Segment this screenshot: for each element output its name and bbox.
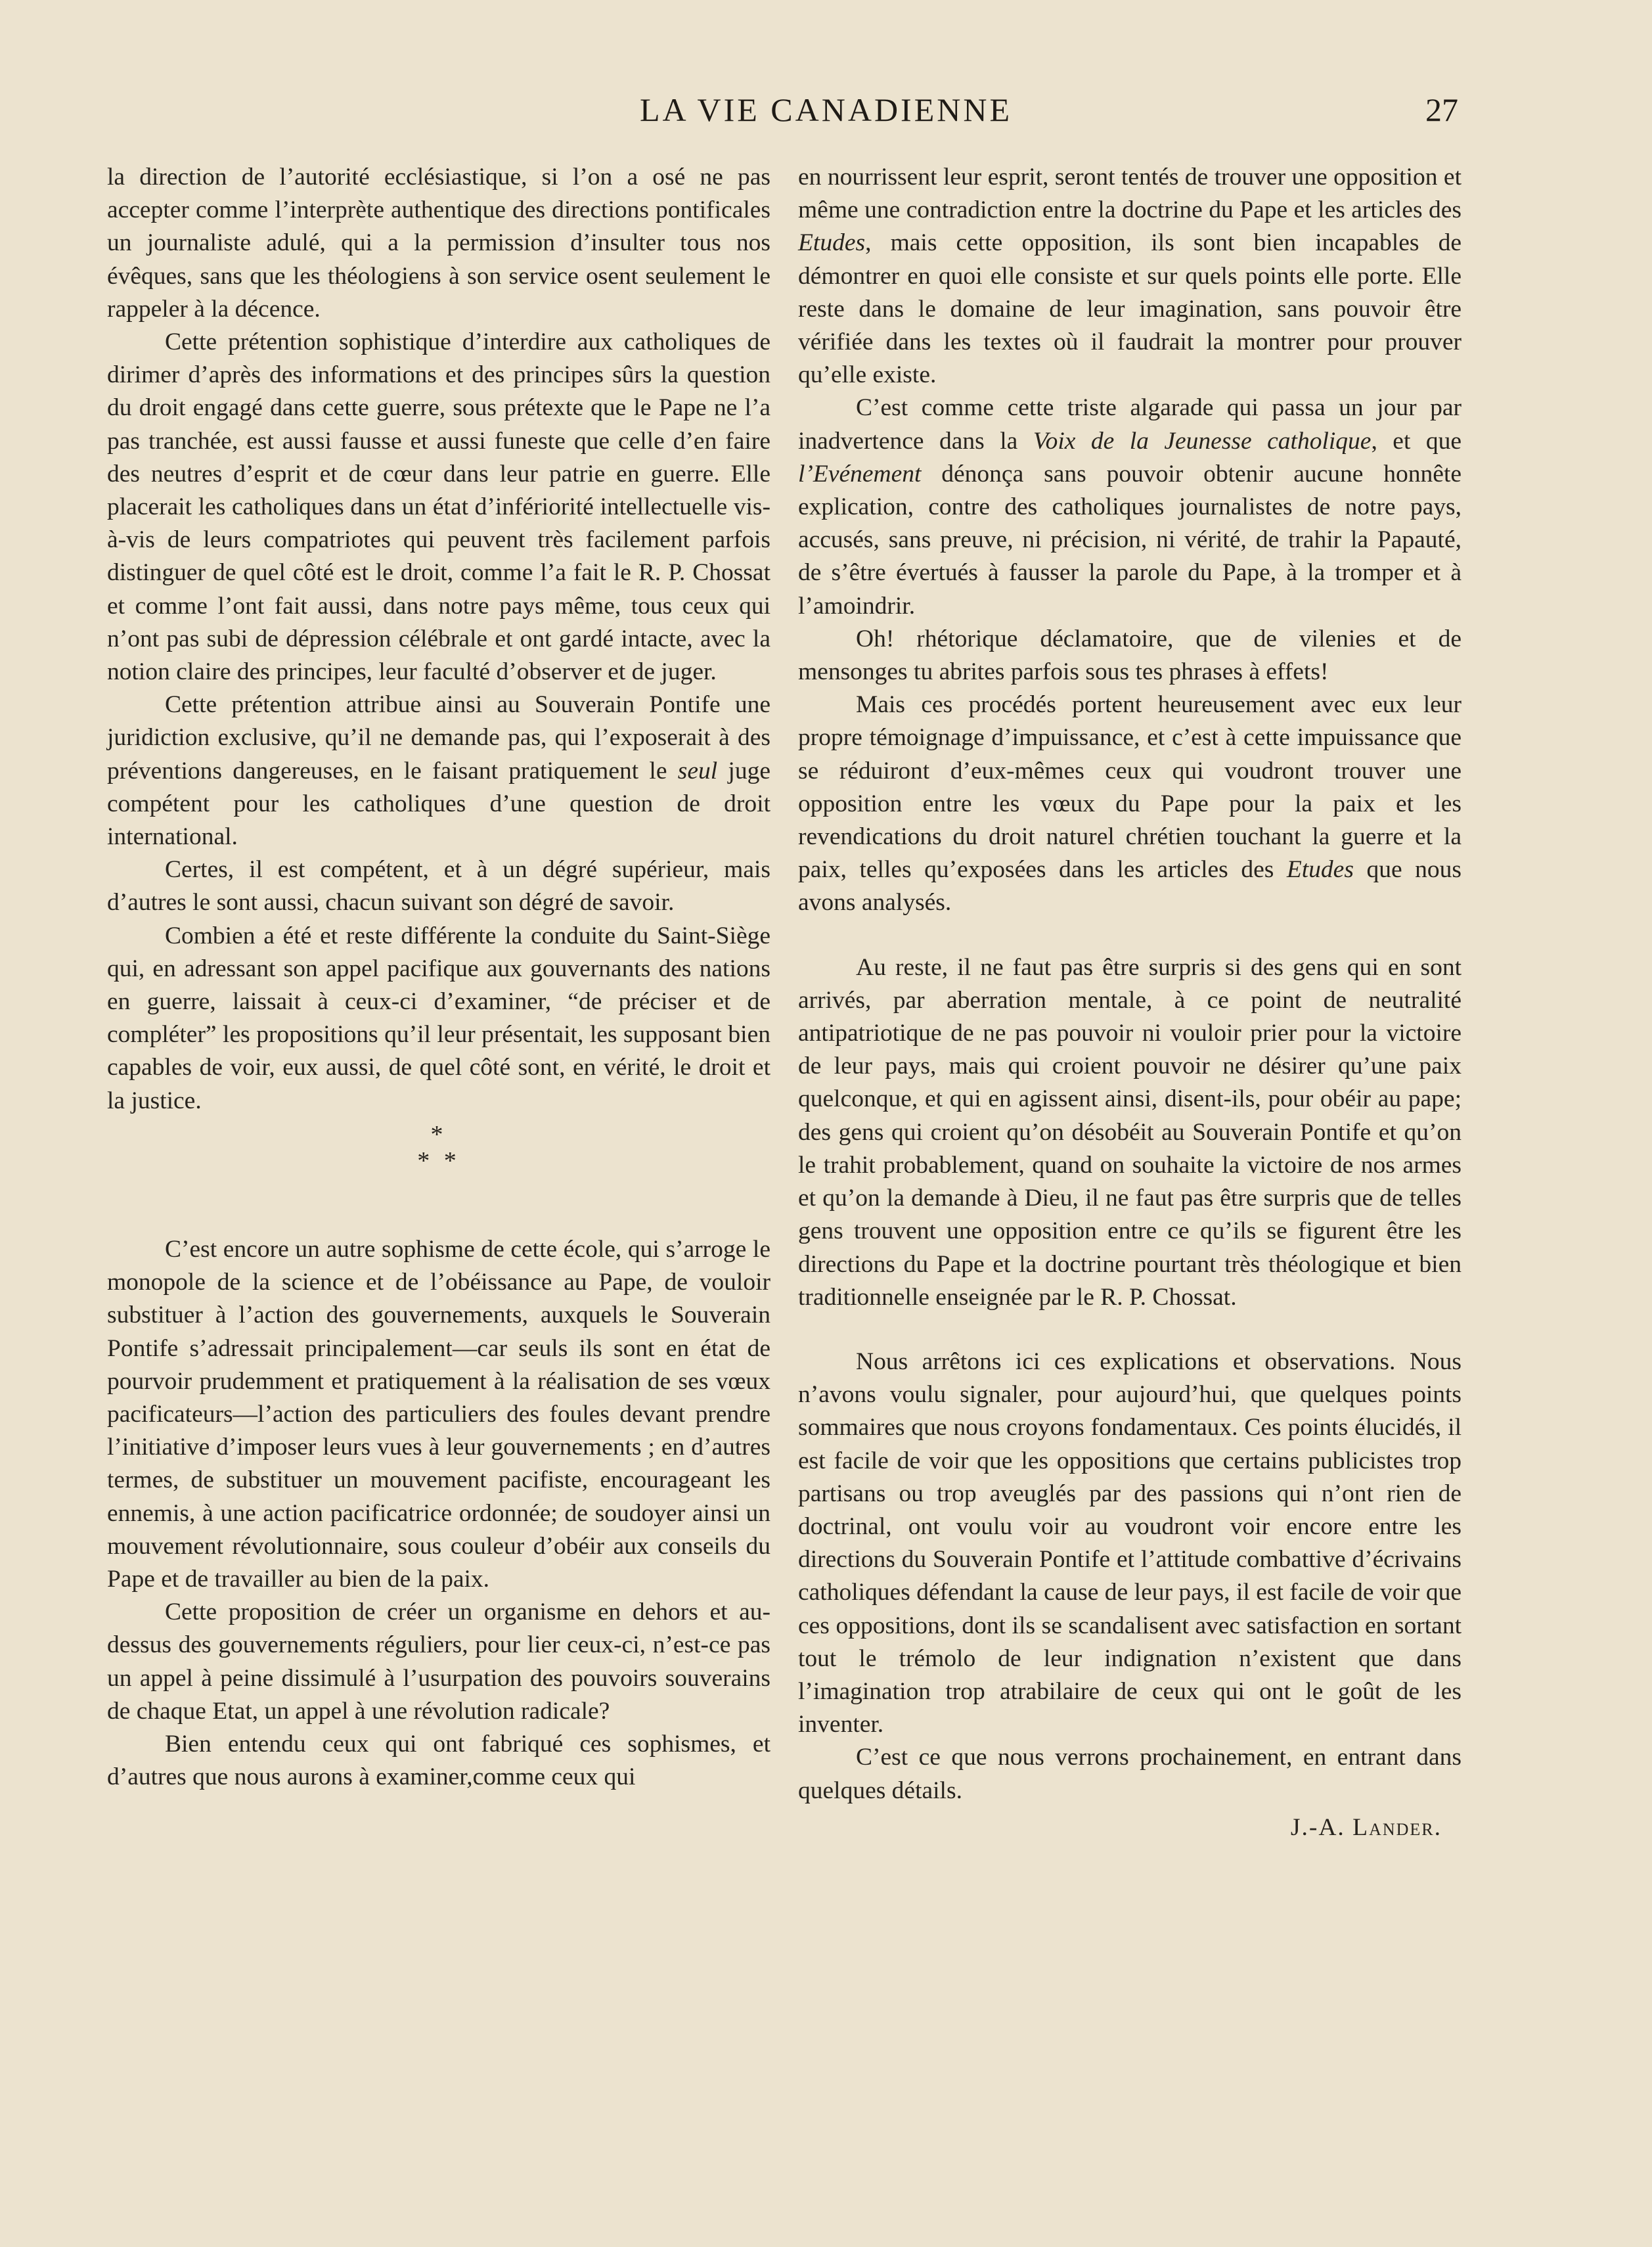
- paragraph: Certes, il est compétent, et à un dégré supérieur, mais d’autres le sont aussi, chacun suivant son dégré de savoir.: [107, 856, 770, 917]
- text-run: Cette prétention attribue ainsi au Souverain Pontife une juridiction exclusive, qu’il ne demande pas, qui l’exposerait à des préventions dangereuses, en le faisant pratiquement le: [107, 691, 770, 784]
- text-run: , et que: [1371, 427, 1462, 455]
- italic-text: Voix de la Jeunesse catholique: [1033, 427, 1372, 455]
- italic-text: Etudes: [798, 229, 866, 257]
- italic-text: l’Evénement: [798, 460, 922, 488]
- paragraph: [798, 689, 1462, 919]
- text-run: , mais cette opposition, ils sont bien incapables de démontrer en quoi elle consiste et sur quels points elle porte. Elle reste dans le domaine de leur imagination, sans pouvoir être vérifiée dans les textes où il faudrait la montrer pour prouver qu’elle existe.: [798, 229, 1462, 389]
- paragraph: Au reste, il ne faut pas être surpris si des gens qui en sont arrivés, par aberration mentale, à ce point de neutralité antipatriotique de ne pas pouvoir ni vouloir prier pour la victoire de leur pays, mais qui croient pouvoir ne désirer qu’une paix quelconque, et qui en agissent ainsi, disent-ils, pour obéir au pape; des gens qui croient qu’on désobéit au Souverain Pontife et qu’on le trahit probablement, quand on souhaite la victoire de nos armes et qu’on la demande à Dieu, il ne faut pas être surpris que de telles gens trouvent une opposition entre ce qu’ils se figurent être les directions du Pape et la doctrine pourtant très théologique et bien traditionnelle enseignée par le R. P. Chossat.: [798, 953, 1462, 1311]
- section-separator: [107, 1122, 770, 1174]
- text-run: que nous avons analysés.: [798, 856, 1462, 917]
- paragraph: Nous arrêtons ici ces explications et observations. Nous n’avons voulu signaler, pour aujourd’hui, que quelques points sommaires que nous croyons fondamentaux. Ces points élucidés, il est facile de voir que les oppositions que certains publicistes trop partisans ou trop aveuglés par des passions qui n’ont rien de doctrinal, ont voulu voir au voudront voir encore entre les directions du Souverain Pontife et l’attitude combattive d’écrivains catholiques défendant la cause de leur pays, il est facile de voir que ces oppositions, dont ils se scandalisent avec satisfaction en sortant tout le trémolo de leur indignation n’existent que dans l’imagination trop atrabilaire de ceux qui ont le goût de les inventer.: [798, 1348, 1462, 1738]
- text-run: Mais ces procédés portent heureusement avec eux leur propre témoignage d’impuissance, et c’est à cette impuissance que se réduiront d’eux-mêmes ceux qui voudront trouver une opposition entre les vœux du Pape pour la paix et les revendications du droit naturel chrétien touchant la guerre et la paix, telles qu’exposées dans les articles des: [798, 691, 1462, 884]
- paragraph: Cette prétention sophistique d’interdire aux catholiques de dirimer d’après des informations et des principes sûrs la question du droit engagé dans cette guerre, sous prétexte que le Pape ne l’a pas tranchée, est aussi fausse et aussi funeste que celle d’en faire des neutres d’esprit et de cœur dans leur patrie en guerre. Elle placerait les catholiques dans un état d’infériorité intellectuelle vis-à-vis de leurs compatriotes qui peuvent très facilement parfois distinguer de quel côté est le droit, comme l’a fait le R. P. Chossat et comme l’ont fait aussi, dans notre pays même, tous ceux qui n’ont pas subi de dépression célébrale et ont gardé intacte, avec la notion claire des principes, leur faculté d’observer et de juger.: [107, 329, 770, 686]
- italic-text: seul: [677, 757, 718, 784]
- paragraph: [798, 161, 1462, 392]
- separator-stars: * *: [417, 1146, 460, 1175]
- paragraph: Cette proposition de créer un organisme en dehors et au-dessus des gouvernements réguliers, pour lier ceux-ci, n’est-ce pas un appel à peine dissimulé à l’usurpation des pouvoirs souverains de chaque Etat, un appel à une révolution radicale?: [107, 1599, 770, 1725]
- left-column: [107, 161, 770, 1794]
- paragraph: C’est encore un autre sophisme de cette école, qui s’arroge le monopole de la science et de l’obéissance au Pape, de vouloir substituer à l’action des gouvernements, auxquels le Souverain Pontife s’adressait principalement—car seuls ils sont en état de pourvoir prudemment et pratiquement à la réalisation de ses vœux pacificateurs—l’action des particuliers des foules devant prendre l’initiative d’imposer leurs vues à leur gouvernements ; en d’autres termes, de substituer un mouvement pacifiste, encourageant les ennemis, à une action pacificatrice ordonnée; de soudoyer ainsi un mouvement révolutionnaire, sous couleur d’obéir aux conseils du Pape et de travailler au bien de la paix.: [107, 1235, 770, 1593]
- text-run: en nourrissent leur esprit, seront tentés de trouver une opposition et même une contradiction entre la doctrine du Pape et les articles des: [798, 164, 1462, 224]
- author-signature: J.-A. Lander.: [1290, 1813, 1442, 1841]
- text-run: juge compétent pour les catholiques d’une question de droit international.: [107, 757, 770, 851]
- separator-star: *: [430, 1120, 447, 1148]
- paragraph: Combien a été et reste différente la conduite du Saint-Siège qui, en adressant son appel pacifique aux gouvernants des nations en guerre, laissait à ceux-ci d’examiner, “de préciser et de compléter” les propositions qu’il leur présentait, les supposant bien capables de voir, eux aussi, de quel côté sont, en vérité, le droit et la justice.: [107, 922, 770, 1114]
- paragraph: la direction de l’autorité ecclésiastique, si l’on a osé ne pas accepter comme l’interprète authentique des directions pontificales un journaliste adulé, qui a la permission d’insulter tous nos évêques, sans que les théologiens à son service osent seulement le rappeler à la décence.: [107, 164, 770, 323]
- text-run: C’est comme cette triste algarade qui passa un jour par inadvertence dans la: [798, 394, 1462, 455]
- right-column: [798, 161, 1462, 1844]
- italic-text: Etudes: [1286, 856, 1354, 884]
- paragraph: C’est ce que nous verrons prochainement, en entrant dans quelques détails.: [798, 1744, 1462, 1804]
- paragraph: Oh! rhétorique déclamatoire, que de vilenies et de mensonges tu abrites parfois sous tes phrases à effets!: [798, 625, 1462, 686]
- page-number: 27: [1425, 91, 1458, 128]
- running-title: LA VIE CANADIENNE: [639, 91, 1013, 128]
- paragraph: [107, 689, 770, 853]
- text-run: dénonça sans pouvoir obtenir aucune honnête explication, contre des catholiques journalistes de notre pays, accusés, sans preuve, ni précision, ni vérité, de trahir la Papauté, de s’être évertués à fausser la parole du Pape, à la tromper et à l’amoindrir.: [798, 460, 1462, 620]
- paragraph: [798, 392, 1462, 622]
- paragraph: Bien entendu ceux qui ont fabriqué ces sophismes, et d’autres que nous aurons à examiner,comme ceux qui: [107, 1730, 770, 1791]
